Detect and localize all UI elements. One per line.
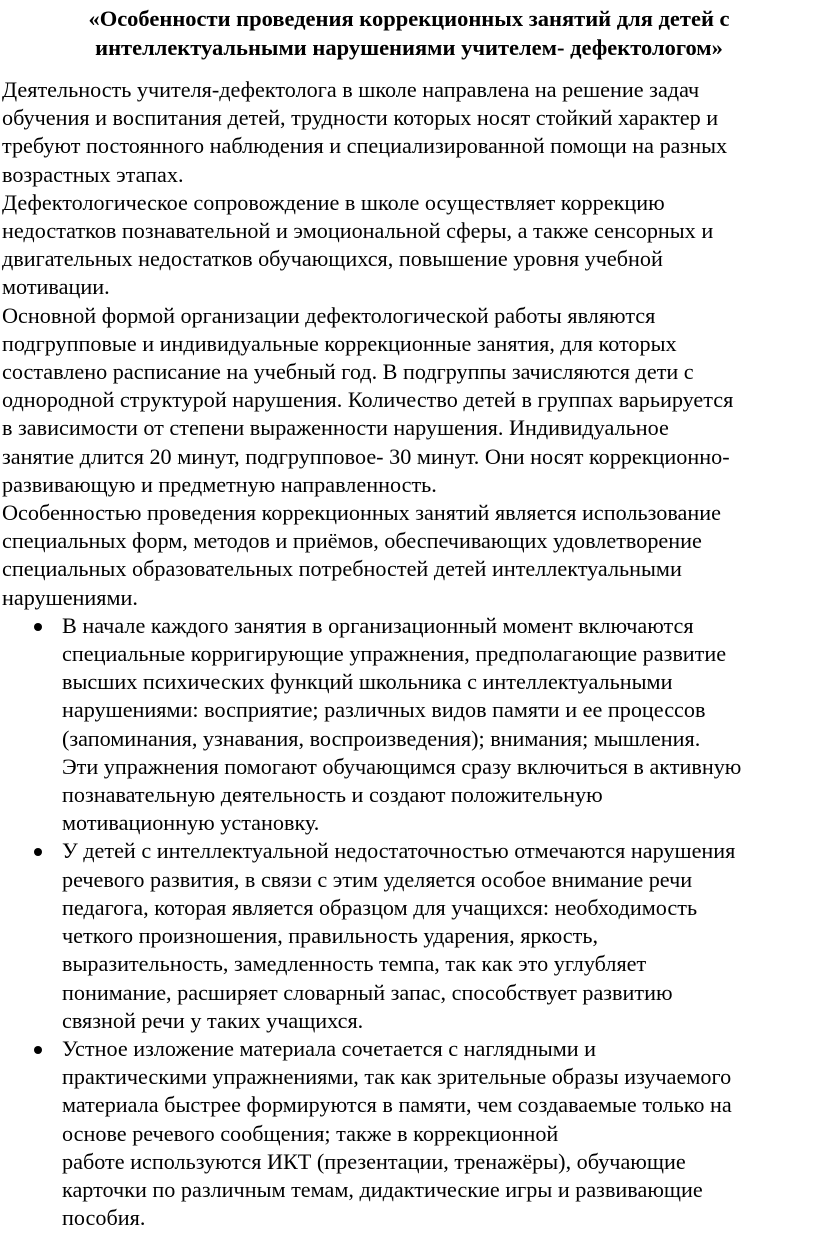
- text-line: Деятельность учителя-дефектолога в школе направлена на решение задач: [2, 77, 700, 102]
- title-line: «Особенности проведения коррекционных занятий для детей с: [88, 6, 730, 31]
- text-line: возрастных этапах.: [2, 161, 184, 187]
- text-line: составлено расписание на учебный год. В подгруппы зачисляются дети с: [2, 359, 694, 385]
- text-line: Эти упражнения помогают обучающимся сразу включиться в активную: [62, 753, 742, 779]
- text-line: Устное изложение материала сочетается с наглядными и: [62, 1035, 597, 1061]
- text-line: (запоминания, узнавания, воспроизведения); внимания; мышления.: [62, 725, 701, 751]
- paragraph: [2, 76, 816, 189]
- bullet-list: [2, 612, 816, 1232]
- text-line: речевого развития, в связи с этим уделяется особое внимание речи: [62, 866, 693, 892]
- text-line: четкого произношения, правильность ударения, яркость,: [62, 923, 598, 949]
- paragraph: [2, 189, 816, 302]
- bullet-item: [2, 837, 816, 1034]
- text-line: связной речи у таких учащихся.: [62, 1007, 364, 1033]
- text-line: мотивации.: [2, 274, 110, 300]
- text-line: материала быстрее формируются в памяти, чем создаваемые только на: [62, 1092, 732, 1118]
- title-line: интеллектуальными нарушениями учителем- дефектологом»: [95, 35, 723, 60]
- text-line: педагога, которая является образцом для учащихся: необходимость: [62, 894, 698, 920]
- text-line: специальных форм, методов и приёмов, обеспечивающих удовлетворение: [2, 528, 702, 554]
- paragraph: [2, 302, 816, 499]
- text-line: Дефектологическое сопровождение в школе осуществляет коррекцию: [2, 189, 665, 215]
- text-line: нарушениями.: [2, 584, 138, 610]
- text-line: основе речевого сообщения; также в коррекционной: [62, 1120, 559, 1146]
- text-line: Особенностью проведения коррекционных занятий является использование: [2, 500, 721, 526]
- text-line: работе используются ИКТ (презентации, тренажёры), обучающие: [62, 1148, 686, 1174]
- text-line: развивающую и предметную направленность.: [2, 471, 437, 497]
- text-line: специальных образовательных потребностей детей интеллектуальными: [2, 556, 682, 582]
- text-line: У детей с интеллектуальной недостаточностью отмечаются нарушения: [62, 838, 736, 864]
- bullet-item: [2, 1035, 816, 1232]
- text-line: выразительность, замедленность темпа, так как это углубляет: [62, 951, 647, 977]
- text-line: высших психических функций школьника с интеллектуальными: [62, 669, 673, 695]
- text-line: карточки по различным темам, дидактические игры и развивающие: [62, 1176, 703, 1202]
- text-line: понимание, расширяет словарный запас, способствует развитию: [62, 979, 673, 1005]
- text-line: практическими упражнениями, так как зрительные образы изучаемого: [62, 1064, 732, 1090]
- text-line: двигательных недостатков обучающихся, повышение уровня учебной: [2, 246, 663, 272]
- text-line: В начале каждого занятия в организационный момент включаются: [62, 612, 694, 638]
- paragraphs: [2, 76, 816, 612]
- text-line: в зависимости от степени выраженности нарушения. Индивидуальное: [2, 415, 669, 441]
- text-line: познавательную деятельность и создают положительную: [62, 782, 603, 808]
- document-title: [2, 4, 816, 62]
- bullet-icon: [34, 1046, 42, 1054]
- bullet-icon: [34, 848, 42, 856]
- text-line: однородной структурой нарушения. Количество детей в группах варьируется: [2, 387, 734, 413]
- text-line: нарушениями: восприятие; различных видов памяти и ее процессов: [62, 697, 706, 723]
- text-line: недостатков познавательной и эмоциональной сферы, а также сенсорных и: [2, 218, 714, 244]
- bullet-icon: [34, 623, 42, 631]
- text-line: занятие длится 20 минут, подгрупповое- 30 минут. Они носят коррекционно-: [2, 443, 730, 469]
- text-line: пособия.: [62, 1205, 146, 1231]
- text-line: обучения и воспитания детей, трудности которых носят стойкий характер и: [2, 105, 719, 131]
- text-line: подгрупповые и индивидуальные коррекционные занятия, для которых: [2, 330, 677, 356]
- paragraph: [2, 499, 816, 612]
- text-line: требуют постоянного наблюдения и специализированной помощи на разных: [2, 133, 728, 159]
- text-line: Основной формой организации дефектологической работы являются: [2, 302, 656, 328]
- text-line: мотивационную установку.: [62, 810, 320, 836]
- text-line: специальные корригирующие упражнения, предполагающие развитие: [62, 641, 727, 667]
- bullet-item: [2, 612, 816, 838]
